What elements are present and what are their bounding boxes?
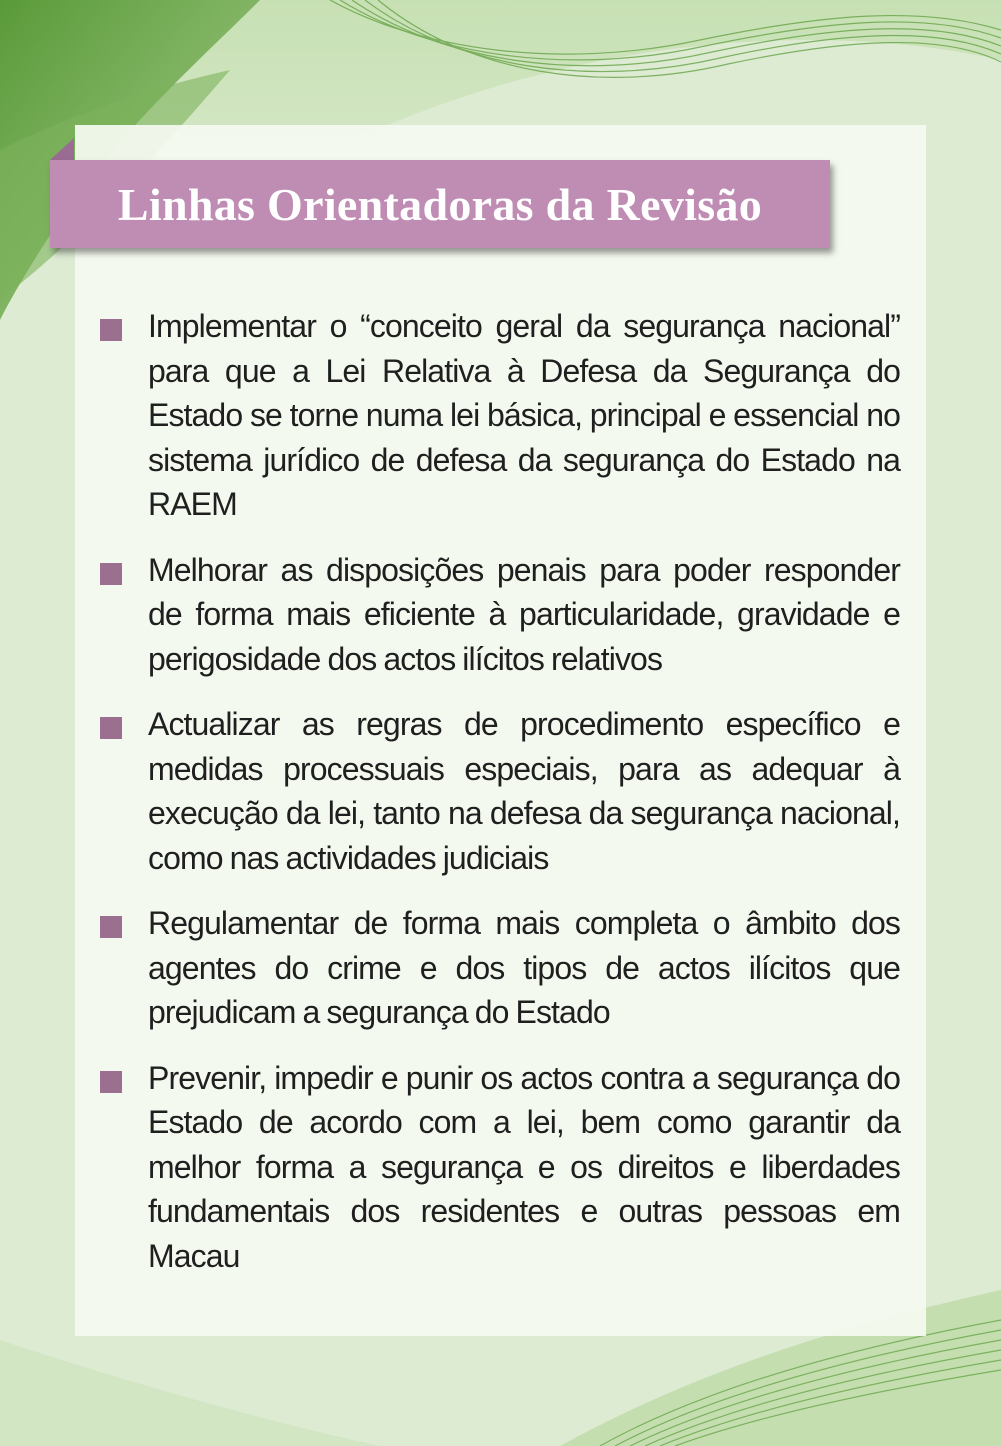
square-bullet-icon [100,319,122,341]
list-item-text: Melhorar as disposições penais para poder responder de forma mais eficiente à particularidade, gravidade e perigosidade dos actos ilícitos relativos [148,551,900,677]
page-title: Linhas Orientadoras da Revisão [117,178,763,230]
square-bullet-icon [100,563,122,585]
list-item-text: Actualizar as regras de procedimento específico e medidas processuais especiais, para as adequar à execução da lei, tanto na defesa da segurança nacional, como nas actividades judiciais [148,706,900,876]
square-bullet-icon [100,1071,122,1093]
list-item [100,702,900,880]
list-item [100,304,900,527]
list-item [100,901,900,1035]
square-bullet-icon [100,717,122,739]
banner-fold [50,138,74,160]
list-item-text: Prevenir, impedir e punir os actos contra a segurança do Estado de acordo com a lei, bem como garantir da melhor forma a segurança e os direitos e liberdades fundamentais dos residentes e outras pessoas em Macau [148,1059,900,1274]
list-item [100,548,900,682]
list-item-text: Regulamentar de forma mais completa o âmbito dos agentes do crime e dos tipos de actos ilícitos que prejudicam a segurança do Estado [148,905,900,1030]
list-item-text: Implementar o “conceito geral da segurança nacional” para que a Lei Relativa à Defesa da Segurança do Estado se torne numa lei básica, principal e essencial no sistema jurídico de defesa da segurança do Estado na RAEM [148,308,900,522]
guidelines-list [100,304,900,1299]
list-item [100,1056,900,1279]
title-banner [50,160,830,248]
square-bullet-icon [100,916,122,938]
